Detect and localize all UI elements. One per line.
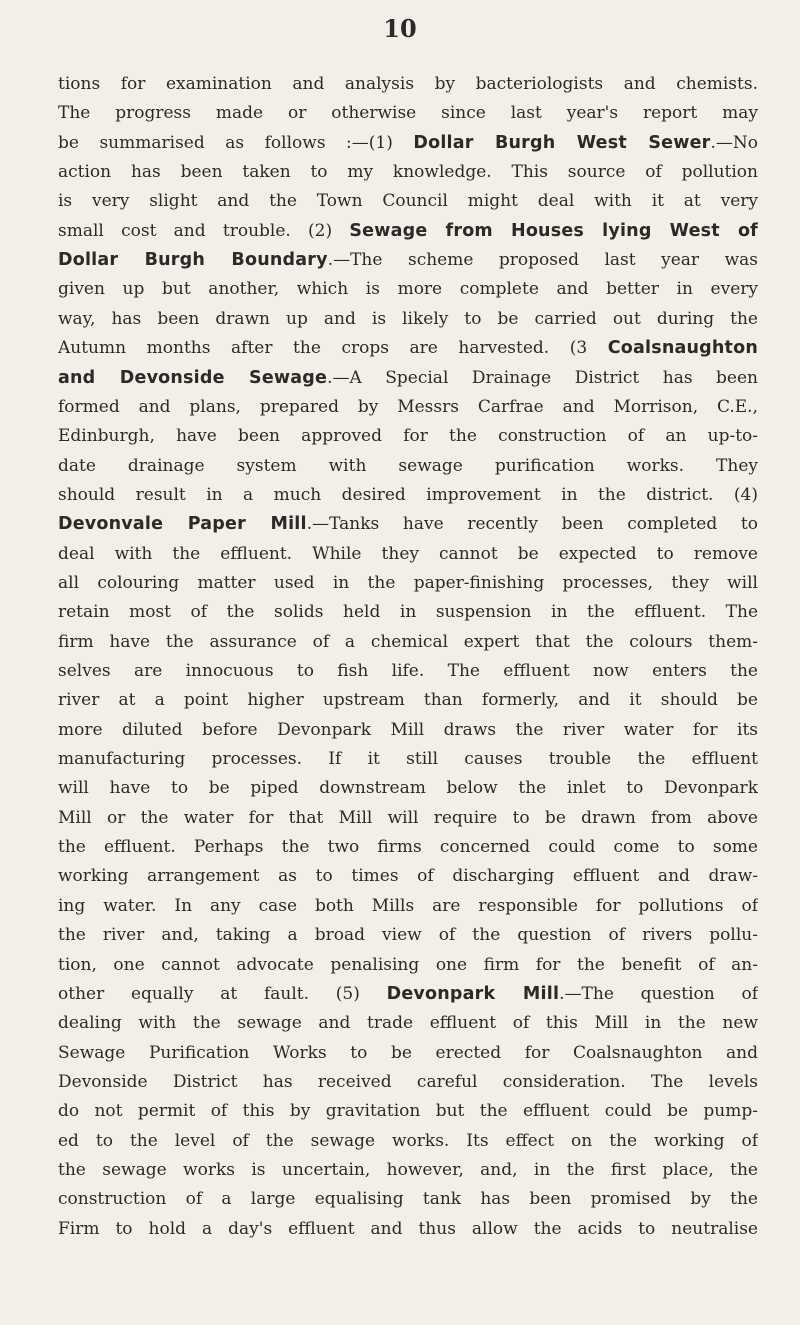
text-line <box>58 833 758 861</box>
text-line <box>58 364 758 392</box>
text-line <box>58 921 758 949</box>
text-line <box>58 628 758 656</box>
line-text: ing water. In any case both Mills are responsible for pollutions of <box>58 895 758 916</box>
line-text: deal with the effluent. While they cannot be expected to remove <box>58 543 758 564</box>
line-text: river at a point higher upstream than formerly, and it should be <box>58 690 758 711</box>
text-line <box>58 70 758 98</box>
line-text: formed and plans, prepared by Messrs Carfrae and Morrison, C.E., <box>58 396 758 417</box>
line-text: be summarised as follows :—(1) <box>58 132 414 153</box>
line-text: way, has been drawn up and is likely to be carried out during the <box>58 308 758 329</box>
text-line <box>58 481 758 509</box>
text-line <box>58 158 758 186</box>
text-line <box>58 862 758 890</box>
text-line <box>58 1009 758 1037</box>
line-text: .—The question of <box>559 983 758 1004</box>
line-text: the river and, taking a broad view of the question of rivers pollu- <box>58 925 758 946</box>
section-heading: Sewage from Houses lying West of <box>349 220 758 241</box>
line-text: will have to be piped downstream below the inlet to Devonpark <box>58 778 758 799</box>
line-text: more diluted before Devonpark Mill draws the river water for its <box>58 719 758 740</box>
line-text: dealing with the sewage and trade effluent of this Mill in the new <box>58 1013 758 1034</box>
text-line <box>58 217 758 245</box>
section-heading: Devonpark Mill <box>386 983 560 1004</box>
text-line <box>58 275 758 303</box>
line-text: selves are innocuous to fish life. The effluent now enters the <box>58 661 758 681</box>
line-text: do not permit of this by gravitation but the effluent could be pump- <box>58 1101 758 1122</box>
line-text: firm have the assurance of a chemical expert that the colours them- <box>58 631 758 652</box>
line-text: tions for examination and analysis by bacteriologists and chemists. <box>58 74 758 94</box>
text-line <box>58 804 758 832</box>
line-text: small cost and trouble. (2) <box>58 220 350 241</box>
text-line <box>58 951 758 979</box>
line-text: .—The scheme proposed last year was <box>327 250 758 271</box>
text-line <box>58 980 758 1008</box>
line-text: construction of a large equalising tank has been promised by the <box>58 1189 758 1210</box>
line-text: manufacturing processes. If it still causes trouble the effluent <box>58 749 758 770</box>
line-text: should result in a much desired improvement in the district. (4) <box>58 484 758 505</box>
text-line <box>58 246 758 274</box>
line-text: date drainage system with sewage purification works. They <box>58 455 758 476</box>
text-line <box>58 657 758 685</box>
text-line <box>58 334 758 362</box>
page-number: 10 <box>383 14 417 43</box>
text-line <box>58 129 758 157</box>
text-line <box>58 393 758 421</box>
text-line <box>58 598 758 626</box>
line-text: Autumn months after the crops are harvested. (3 <box>58 338 608 359</box>
text-line <box>58 1097 758 1125</box>
line-text: .—No <box>710 132 758 153</box>
text-line <box>58 99 758 127</box>
line-text: Sewage Purification Works to be erected for Coalsnaughton and <box>58 1042 758 1063</box>
text-line <box>58 1039 758 1067</box>
line-text: Devonside District has received careful consideration. The levels <box>58 1071 758 1092</box>
text-line <box>58 422 758 450</box>
line-text: all colouring matter used in the paper-finishing processes, they will <box>58 572 758 593</box>
text-line <box>58 686 758 714</box>
line-text: is very slight and the Town Council might deal with it at very <box>58 191 758 212</box>
line-text: .—Tanks have recently been completed to <box>306 514 758 535</box>
line-text: Mill or the water for that Mill will require to be drawn from above <box>58 807 758 828</box>
section-heading: Dollar Burgh West Sewer <box>413 132 711 153</box>
line-text: the sewage works is uncertain, however, and, in the first place, the <box>58 1159 758 1180</box>
section-heading: Devonvale Paper Mill <box>58 514 307 535</box>
text-line <box>58 569 758 597</box>
text-line <box>58 1185 758 1213</box>
text-line <box>58 1068 758 1096</box>
text-line <box>58 452 758 480</box>
line-text: other equally at fault. (5) <box>58 983 387 1004</box>
text-line <box>58 774 758 802</box>
section-heading: Coalsnaughton <box>607 338 758 359</box>
text-line <box>58 1127 758 1155</box>
text-line <box>58 510 758 538</box>
text-line <box>58 305 758 333</box>
line-text: the effluent. Perhaps the two firms concerned could come to some <box>58 837 758 858</box>
text-line <box>58 540 758 568</box>
line-text: action has been taken to my knowledge. This source of pollution <box>58 162 758 183</box>
text-line <box>58 1156 758 1184</box>
line-text: tion, one cannot advocate penalising one firm for the benefit of an- <box>58 954 758 975</box>
text-line <box>58 716 758 744</box>
section-heading: and Devonside Sewage <box>58 367 328 388</box>
line-text: .—A Special Drainage District has been <box>327 367 758 388</box>
line-text: ed to the level of the sewage works. Its effect on the working of <box>58 1130 758 1151</box>
line-text: Firm to hold a day's effluent and thus allow the acids to neutralise <box>58 1218 758 1239</box>
text-line <box>58 745 758 773</box>
line-text: given up but another, which is more complete and better in every <box>58 279 758 300</box>
text-line <box>58 1215 758 1243</box>
text-line <box>58 892 758 920</box>
line-text: The progress made or otherwise since last year's report may <box>58 103 758 124</box>
line-text: working arrangement as to times of discharging effluent and draw- <box>58 866 758 887</box>
line-text: Edinburgh, have been approved for the construction of an up-to- <box>58 426 758 447</box>
line-text: retain most of the solids held in suspension in the effluent. The <box>58 602 758 623</box>
text-line <box>58 187 758 215</box>
section-heading: Dollar Burgh Boundary <box>58 250 328 271</box>
